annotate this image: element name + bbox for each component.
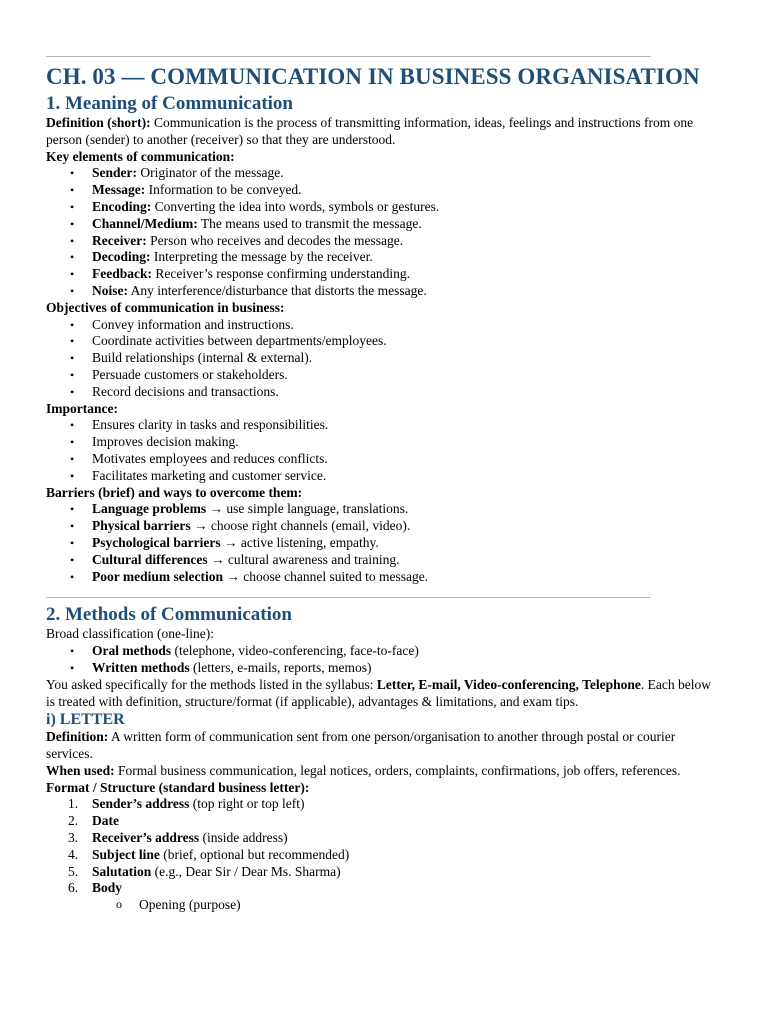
list-item: • Convey information and instructions. [46,317,722,334]
list-item: • Build relationships (internal & external). [46,350,722,367]
list-item: • Message: Information to be conveyed. [46,182,722,199]
body-sublist [46,897,722,914]
list-item: • Persuade customers or stakeholders. [46,367,722,384]
list-item: 1. Sender’s address (top right or top left) [68,796,305,812]
barriers-list [46,501,722,585]
list-item: • Decoding: Interpreting the message by the receiver. [46,249,722,266]
list-item: 4. Subject line (brief, optional but recommended) [68,846,350,862]
importance-list [46,417,722,484]
list-item: • Oral methods (telephone, video-conferencing, face-to-face) [46,643,722,660]
list-item: • Psychological barriers → active listening, empathy. [46,535,722,552]
list-item: 3. Receiver’s address (inside address) [68,830,288,846]
letter-format-list [46,796,722,897]
definition-paragraph [46,115,722,149]
broad-classification-list [46,643,722,677]
definition-text: Communication is the process of transmitting information, ideas, feelings and instructions from one person (sender) to another (receiver) so that they are understood. [46,115,694,147]
broad-classification-intro: Broad classification (one-line): [46,626,214,642]
list-item: • Sender: Originator of the message. [46,165,722,182]
barriers-heading: Barriers (brief) and ways to overcome them: [46,484,303,500]
section-heading-methods: 2. Methods of Communication [46,604,292,626]
list-item: 2. Date [68,813,119,829]
letter-heading: i) LETTER [46,711,125,729]
top-divider [46,56,651,57]
list-item: • Encoding: Converting the idea into words, symbols or gestures. [46,199,722,216]
chapter-title: CH. 03 — COMMUNICATION IN BUSINESS ORGANISATION [46,64,700,89]
objectives-list [46,317,722,401]
list-item: • Improves decision making. [46,434,722,451]
letter-definition: Definition: A written form of communication sent from one person/organisation to another through postal or courier services. [46,729,676,762]
syllabus-paragraph: You asked specifically for the methods listed in the syllabus: Letter, E-mail, Video-conferencing, Telephone. Each below is treated with definition, structure/format (if applicable), advantages & limitations, and exam tips. [46,676,711,709]
list-item: • Channel/Medium: The means used to transmit the message. [46,216,722,233]
key-elements-heading: Key elements of communication: [46,148,235,164]
list-item: • Coordinate activities between departments/employees. [46,333,722,350]
list-item: • Record decisions and transactions. [46,384,722,401]
list-item: • Facilitates marketing and customer service. [46,468,722,485]
section-heading-meaning: 1. Meaning of Communication [46,93,293,114]
list-item: • Physical barriers → choose right channels (email, video). [46,518,722,535]
list-item: • Receiver: Person who receives and decodes the message. [46,233,722,250]
letter-format-heading: Format / Structure (standard business letter): [46,779,310,795]
list-item: • Feedback: Receiver’s response confirming understanding. [46,266,722,283]
list-item: • Motivates employees and reduces conflicts. [46,451,722,468]
list-item: 6. Body [68,880,123,896]
list-item: • Written methods (letters, e-mails, reports, memos) [46,660,722,677]
importance-heading: Importance: [46,400,118,416]
objectives-heading: Objectives of communication in business: [46,299,285,315]
key-elements-list [46,165,722,299]
list-item: • Language problems → use simple language, translations. [46,501,722,518]
list-item: • Cultural differences → cultural awareness and training. [46,552,722,569]
definition-label: Definition (short): [46,115,151,130]
list-item: • Poor medium selection → choose channel suited to message. [46,569,722,586]
list-item: • Noise: Any interference/disturbance that distorts the message. [46,283,722,300]
document-page [46,0,722,914]
list-item: • Ensures clarity in tasks and responsibilities. [46,417,722,434]
section-divider [46,597,651,598]
letter-when-used: When used: Formal business communication, legal notices, orders, complaints, confirmations, job offers, references. [46,762,681,778]
list-item: 5. Salutation (e.g., Dear Sir / Dear Ms. Sharma) [68,863,341,879]
list-item: o Opening (purpose) [46,897,722,914]
